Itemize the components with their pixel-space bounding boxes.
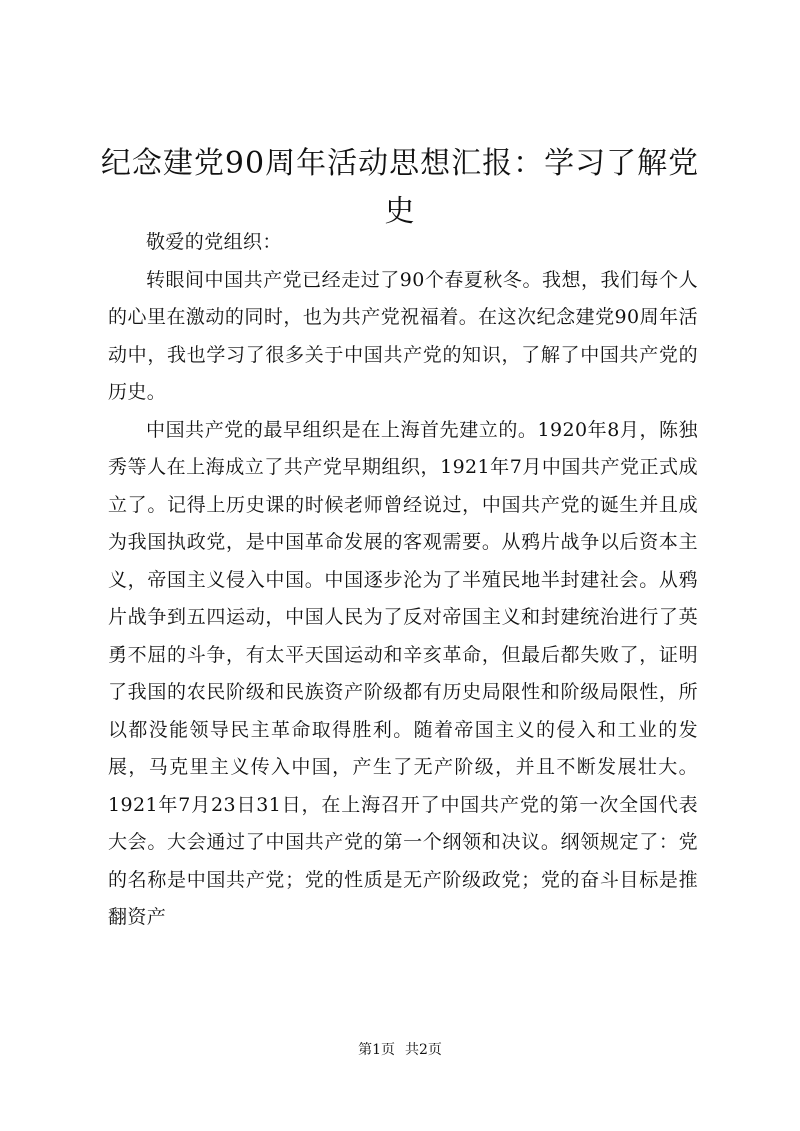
salutation: 敬爱的党组织： xyxy=(146,231,282,253)
document-title: 纪念建党90周年活动思想汇报：学习了解党史 xyxy=(100,146,700,229)
document-body xyxy=(108,224,698,937)
page-number-current: 第1页 xyxy=(358,1042,395,1058)
page-number-total: 共2页 xyxy=(405,1042,442,1058)
paragraph-intro: 转眼间中国共产党已经走过了90个春夏秋冬。我想，我们每个人的心里在激动的同时，也为共产党祝福着。在这次纪念建党90周年活动中，我也学习了很多关于中国共产党的知识，了解了中国共产党的历史。 xyxy=(108,268,698,403)
paragraph-history: 中国共产党的最早组织是在上海首先建立的。1920年8月，陈独秀等人在上海成立了共产党早期组织，1921年7月中国共产党正式成立了。记得上历史课的时候老师曾经说过，中国共产党的诞生并且成为我国执政党，是中国革命发展的客观需要。从鸦片战争以后资本主义，帝国主义侵入中国。中国逐步沦为了半殖民地半封建社会。从鸦片战争到五四运动，中国人民为了反对帝国主义和封建统治进行了英勇不屈的斗争，有太平天国运动和辛亥革命，但最后都失败了，证明了我国的农民阶级和民族资产阶级都有历史局限性和阶级局限性，所以都没能领导民主革命取得胜利。随着帝国主义的侵入和工业的发展，马克里主义传入中国，产生了无产阶级，并且不断发展壮大。1921年7月23日31日，在上海召开了中国共产党的第一次全国代表大会。大会通过了中国共产党的第一个纲领和决议。纲领规定了：党的名称是中国共产党；党的性质是无产阶级政党；党的奋斗目标是推翻资产 xyxy=(108,418,698,928)
page-footer xyxy=(0,1040,800,1060)
